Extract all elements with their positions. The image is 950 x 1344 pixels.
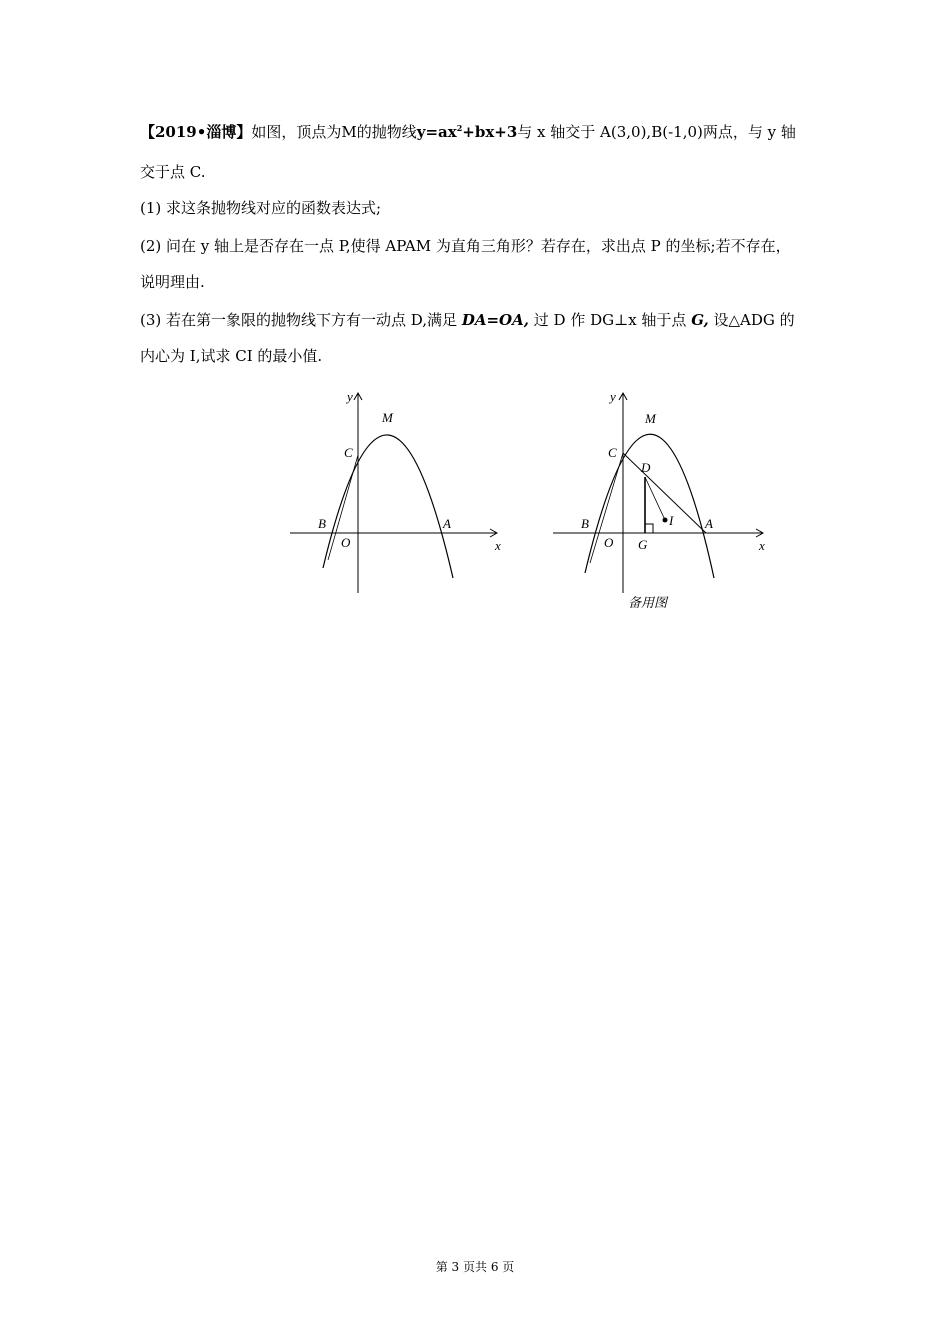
label-a: A — [705, 516, 713, 531]
figure-spare — [548, 385, 778, 624]
vertex-label: M — [341, 123, 357, 141]
q3-text-b: 过 D 作 DG⊥x 轴于点 — [528, 311, 692, 329]
label-i: I — [669, 513, 674, 528]
question-1: (1) 求这条抛物线对应的函数表达式; — [140, 199, 382, 217]
equation-part-2: +bx+3 — [462, 123, 518, 141]
incenter-point — [663, 518, 668, 523]
q3-condition: DA=OA, — [461, 311, 529, 329]
parabola-figure-1 — [285, 385, 510, 600]
label-b: B — [581, 516, 589, 531]
question-2-line-2: 说明理由. — [140, 273, 205, 291]
label-o: O — [341, 535, 351, 550]
equation-part-1: y=ax — [416, 123, 457, 141]
label-o: O — [604, 535, 614, 550]
q3-point-g: G, — [691, 311, 709, 329]
label-d: D — [641, 460, 651, 475]
label-x: x — [495, 538, 501, 553]
intro-text-a: 如图，顶点为 — [251, 123, 342, 141]
q3-text-c: 设△ADG 的 — [708, 311, 795, 329]
parabola-figure-2 — [548, 385, 778, 620]
label-x: x — [759, 538, 765, 553]
label-m: M — [645, 411, 656, 426]
problem-source: 【2019•淄博】 — [140, 123, 252, 141]
equation-exponent: 2 — [456, 123, 463, 133]
question-3-line-2: 内心为 I,试求 CI 的最小值. — [140, 347, 323, 365]
problem-line-1 — [140, 122, 796, 142]
label-a: A — [443, 516, 451, 531]
label-c: C — [608, 445, 617, 460]
intro-text-b: 的抛物线 — [356, 123, 417, 141]
label-y: y — [347, 389, 353, 404]
parabola-curve — [585, 434, 714, 578]
label-y: y — [610, 389, 616, 404]
label-m: M — [382, 410, 393, 425]
question-3-line-1 — [140, 310, 795, 330]
q3-text-a: (3) 若在第一象限的抛物线下方有一动点 D,满足 — [140, 311, 462, 329]
parabola-curve — [323, 435, 453, 578]
intro-text-c: 与 x 轴交于 A(3,0),B(-1,0)两点，与 y 轴 — [517, 123, 796, 141]
figure-caption: 备用图 — [628, 595, 668, 610]
question-2-line-1: (2) 问在 y 轴上是否存在一点 P,使得 APAM 为直角三角形？若存在，求出点 P 的坐标;若不存在， — [140, 237, 791, 255]
label-b: B — [318, 516, 326, 531]
page-footer: 第 3 页共 6 页 — [435, 1260, 515, 1274]
label-g: G — [638, 537, 648, 552]
figure-main — [285, 385, 510, 604]
parabola-equation — [417, 123, 518, 141]
right-angle-mark — [645, 524, 653, 533]
label-c: C — [344, 445, 353, 460]
problem-line-2: 交于点 C. — [140, 163, 206, 181]
